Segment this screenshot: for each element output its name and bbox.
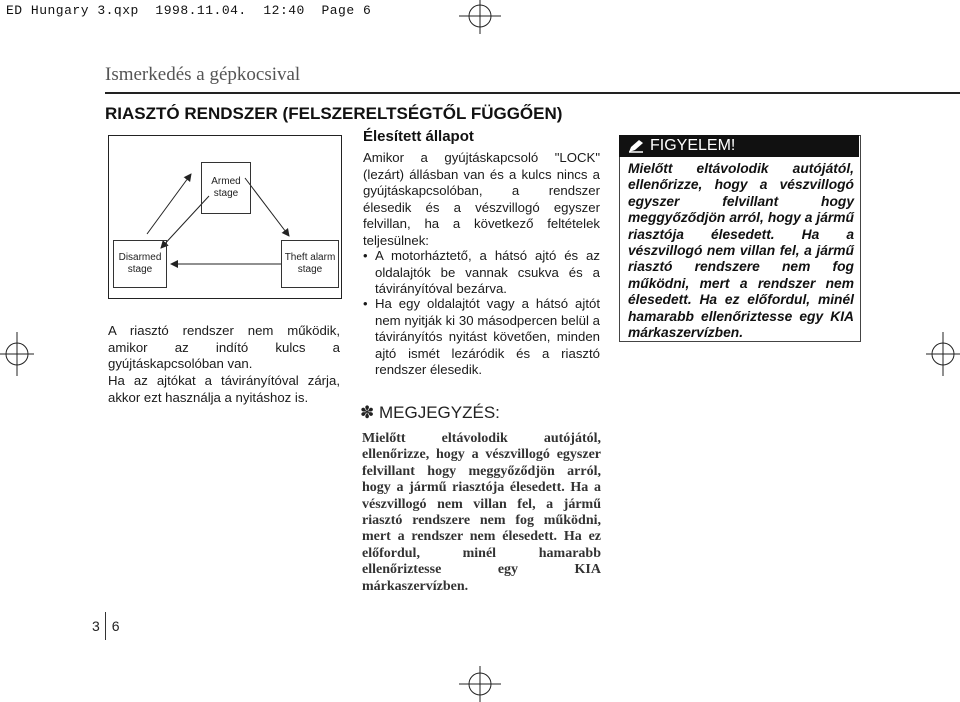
warning-body: Mielőtt eltávolodik autójától, ellenőrizze, hogy a vészvillogó egyszer felvillant hogy meggyőződjön arról, hogy a jármű riasztója élesedett. Ha a vészvillogó nem villan fel, a jármű riasztó rendszere nem fog működni, mert a rendszer nem élesedett. Ha ez előfordul, minél hamarabb ellenőriztesse egy KIA márkaszervízben. bbox=[628, 161, 854, 341]
page-number-value: 6 bbox=[111, 618, 120, 634]
col1-para2: Ha az ajtókat a távirányítóval zárja, akkor ezt használja a nyitáshoz is. bbox=[108, 373, 340, 405]
disarmed-stage-line2: stage bbox=[127, 264, 153, 275]
registration-mark-left bbox=[0, 330, 36, 378]
registration-mark-top bbox=[455, 0, 505, 36]
armed-stage bbox=[201, 162, 251, 214]
bullet-text-2: Ha egy oldalajtót vagy a hátsó ajtót nem nyitják ki 30 másodpercen belül a távirányítós nyitást követően, minden ajtó ismét lezáródik és a riasztó rendszer élesedik. bbox=[375, 296, 600, 378]
alarm-stage-diagram bbox=[108, 135, 342, 299]
note-asterisk-icon: ✽ bbox=[360, 403, 375, 422]
registration-mark-bottom bbox=[455, 664, 505, 702]
registration-mark-right bbox=[924, 330, 960, 378]
bullet-item-2 bbox=[363, 296, 600, 379]
theft-stage-line2: stage bbox=[297, 264, 323, 275]
theft-alarm-stage bbox=[281, 240, 339, 288]
disarmed-stage-line1: Disarmed bbox=[118, 252, 162, 263]
armed-stage-line2: stage bbox=[213, 188, 239, 199]
page-number bbox=[92, 618, 119, 634]
armed-state-intro: Amikor a gyújtáskapcsoló "LOCK" (lezárt) állásban van és a kulcs nincs a gyújtáskapcsolóban, a rendszer élesedik és a vészvillogó egyszer felvillan, ha a következő feltételek teljesülnek: bbox=[363, 150, 600, 248]
bullet-marker: • bbox=[363, 248, 368, 263]
section-header: Ismerkedés a gépkocsival bbox=[105, 64, 301, 85]
bullet-text-1: A motorháztető, a hátsó ajtó és az oldalajtók be vannak csukva és a távirányítóval bezárva. bbox=[375, 248, 600, 297]
armed-state-heading: Élesített állapot bbox=[363, 128, 474, 145]
bullet-marker: • bbox=[363, 296, 368, 311]
armed-stage-line1: Armed bbox=[211, 176, 241, 187]
slug-line: ED Hungary 3.qxp 1998.11.04. 12:40 Page 6 bbox=[6, 3, 372, 18]
theft-stage-line1: Theft alarm bbox=[284, 252, 336, 263]
note-title: MEGJEGYZÉS: bbox=[378, 403, 500, 422]
bullet-item-1 bbox=[363, 248, 600, 298]
note-heading bbox=[360, 403, 500, 423]
col1-para1: A riasztó rendszer nem működik, amikor az indító kulcs a gyújtáskapcsolóban van. bbox=[108, 323, 340, 372]
warning-title: FIGYELEM! bbox=[650, 137, 736, 154]
note-body: Mielőtt eltávolodik autójától, ellenőrizze, hogy a vészvillogó egyszer felvillant hogy meggyőződjön arról, hogy a jármű riasztója élesedett. Ha a vészvillogó nem villan fel, a jármű riasztó rendszere nem fog működni, mert a rendszer nem élesedett. Ha ez előfordul, minél hamarabb ellenőriztesse egy KIA márkaszervízben. bbox=[362, 431, 601, 594]
chapter-number: 3 bbox=[92, 618, 100, 634]
warning-pencil-icon bbox=[628, 139, 644, 153]
disarmed-stage bbox=[113, 240, 167, 288]
main-title: RIASZTÓ RENDSZER (FELSZERELTSÉGTŐL FÜGGŐEN) bbox=[105, 104, 563, 123]
header-rule bbox=[105, 92, 960, 94]
